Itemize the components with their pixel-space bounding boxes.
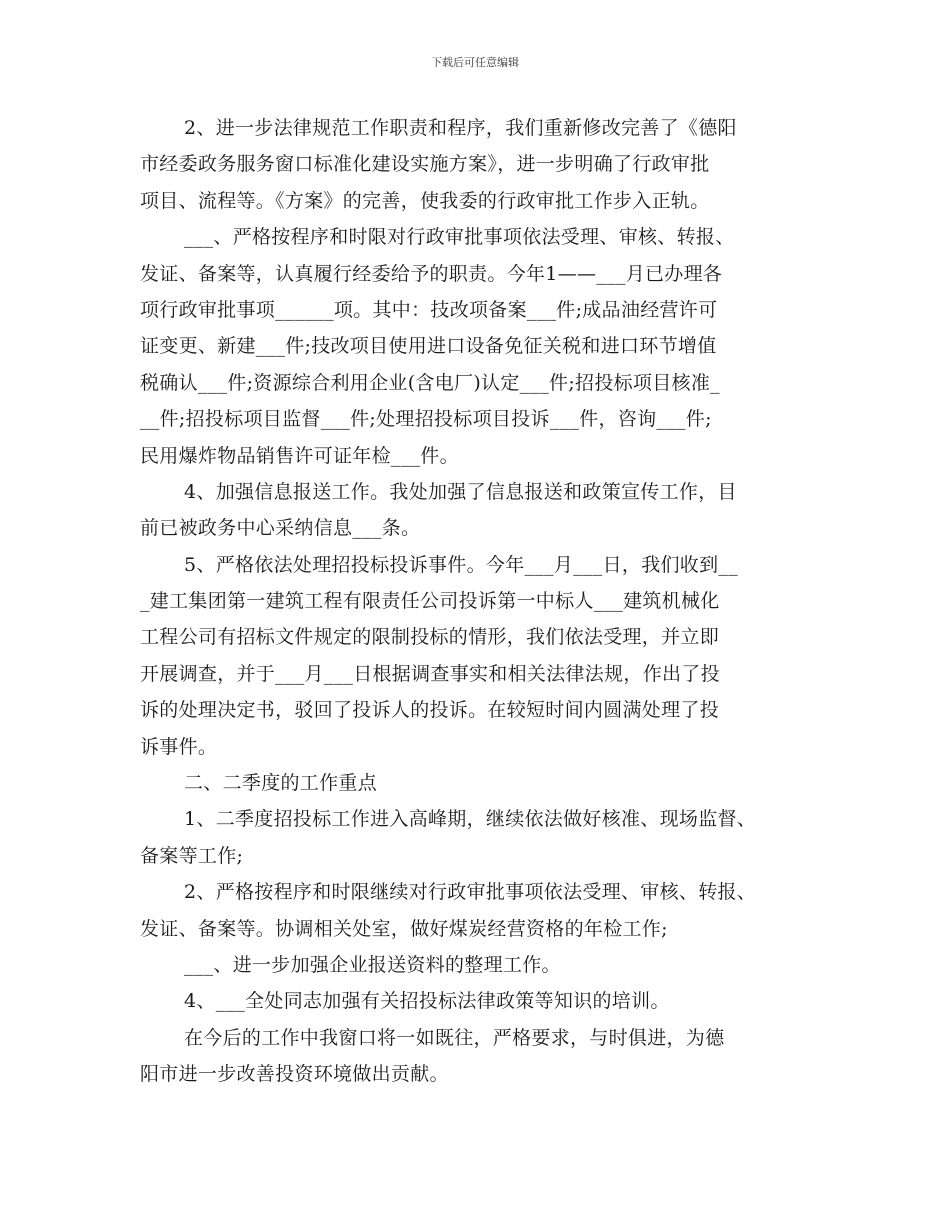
text-line: 发证、备案等，认真履行经委给予的职责。今年1——___月已办理各	[140, 262, 723, 285]
text-line: 税确认___件;资源综合利用企业(含电厂)认定___件;招投标项目核准_	[140, 371, 720, 394]
text-line: 阳市进一步改善投资环境做出贡献。	[140, 1063, 449, 1086]
document-body	[140, 110, 820, 1093]
text-line: 开展调查，并于___月___日根据调查事实和相关法律法规，作出了投	[140, 662, 720, 685]
text-line: 2、进一步法律规范工作职责和程序，我们重新修改完善了《德阳	[184, 117, 737, 139]
text-line: 诉事件。	[140, 735, 218, 758]
text-line: 5、严格依法处理招投标投诉事件。今年___月___日，我们收到__	[184, 553, 738, 576]
text-line: 发证、备案等。协调相关处室，做好煤炭经营资格的年检工作;	[140, 917, 668, 940]
text-line: 诉的处理决定书，驳回了投诉人的投诉。在较短时间内圆满处理了投	[140, 699, 720, 722]
text-line: 证变更、新建___件;技改项目使用进口设备免征关税和进口环节增值	[140, 335, 717, 358]
text-line: 4、___全处同志加强有关招投标法律政策等知识的培训。	[184, 990, 670, 1013]
text-line: ___、进一步加强企业报送资料的整理工作。	[184, 953, 561, 976]
text-line: 工程公司有招标文件规定的限制投标的情形，我们依法受理，并立即	[140, 626, 720, 649]
text-line: 在今后的工作中我窗口将一如既往，严格要求，与时俱进，为德	[184, 1026, 725, 1049]
text-line: _建工集团第一建筑工程有限责任公司投诉第一中标人___建筑机械化	[140, 590, 720, 613]
text-line: 前已被政务中心采纳信息___条。	[140, 517, 421, 540]
text-line: 市经委政务服务窗口标准化建设实施方案》，进一步明确了行政审批	[140, 153, 710, 176]
text-line: 备案等工作;	[140, 844, 244, 867]
text-line: 项行政审批事项______项。其中：技改项备案___件;成品油经营许可	[140, 298, 718, 321]
page-header: 下载后可任意编辑	[431, 56, 519, 69]
text-line: ___、严格按程序和时限对行政审批事项依法受理、审核、转报、	[184, 226, 735, 249]
text-line: 1、二季度招投标工作进入高峰期，继续依法做好核准、现场监督、	[184, 808, 757, 831]
text-line: 项目、流程等。《方案》的完善，使我委的行政审批工作步入正轨。	[140, 189, 710, 212]
text-line: __件;招投标项目监督___件;处理招投标项目投诉___件，咨询___件;	[140, 408, 712, 431]
text-line: 2、严格按程序和时限继续对行政审批事项依法受理、审核、转报、	[184, 881, 757, 904]
text-line: 民用爆炸物品销售许可证年检___件。	[140, 444, 459, 467]
text-line: 4、加强信息报送工作。我处加强了信息报送和政策宣传工作，目	[184, 480, 737, 503]
text-line: 二、二季度的工作重点	[184, 772, 378, 795]
